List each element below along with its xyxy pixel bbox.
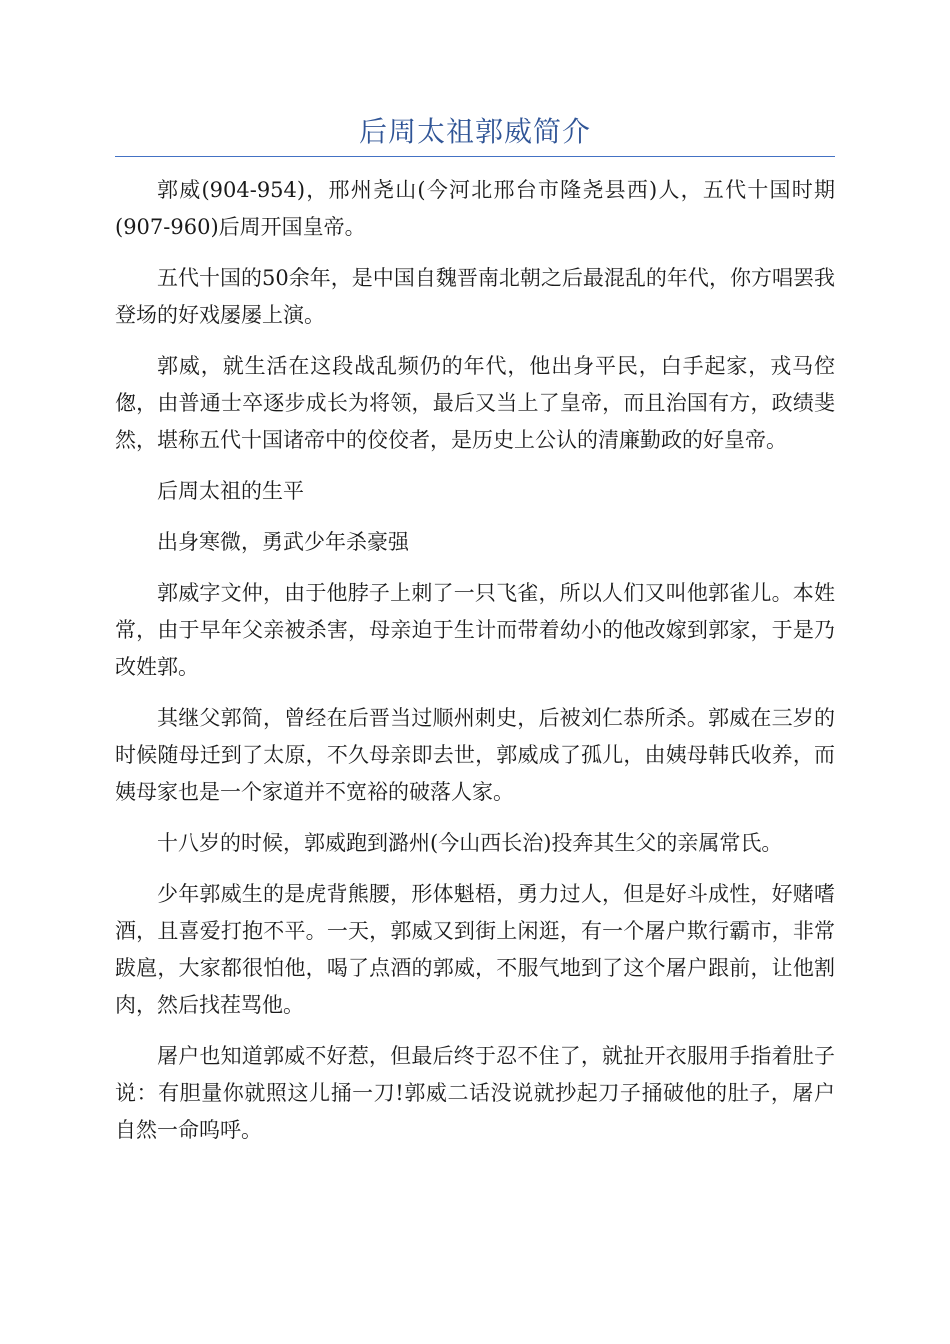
document-body bbox=[115, 172, 835, 1163]
subsection-heading-youth: 出身寒微，勇武少年杀豪强 bbox=[157, 530, 409, 554]
title-block bbox=[115, 110, 835, 157]
paragraph-age-eighteen: 十八岁的时候，郭威跑到潞州(今山西长治)投奔其生父的亲属常氏。 bbox=[157, 831, 783, 855]
paragraph-stepfather: 其继父郭简，曾经在后晋当过顺州刺史，后被刘仁恭所杀。郭威在三岁的时候随母迁到了太原，不久母亲即去世，郭威成了孤儿，由姨母韩氏收养，而姨母家也是一个家道并不宽裕的破落人家。 bbox=[115, 706, 835, 804]
paragraph-name-origin: 郭威字文仲，由于他脖子上刺了一只飞雀，所以人们又叫他郭雀儿。本姓常，由于早年父亲被杀害，母亲迫于生计而带着幼小的他改嫁到郭家，于是乃改姓郭。 bbox=[115, 581, 835, 679]
paragraph-intro: 郭威(904-954)，邢州尧山(今河北邢台市隆尧县西)人，五代十国时期(907-960)后周开国皇帝。 bbox=[115, 178, 835, 239]
paragraph-era: 五代十国的50余年，是中国自魏晋南北朝之后最混乱的年代，你方唱罢我登场的好戏屡屡上演。 bbox=[115, 266, 835, 327]
paragraph-butcher: 屠户也知道郭威不好惹，但最后终于忍不住了，就扯开衣服用手指着肚子说：有胆量你就照这儿捅一刀!郭威二话没说就抄起刀子捅破他的肚子，屠户自然一命呜呼。 bbox=[115, 1044, 835, 1142]
paragraph-youth-character: 少年郭威生的是虎背熊腰，形体魁梧，勇力过人，但是好斗成性，好赌嗜酒，且喜爱打抱不平。一天，郭威又到街上闲逛，有一个屠户欺行霸市，非常跋扈，大家都很怕他，喝了点酒的郭威，不服气地到了这个屠户跟前，让他割肉，然后找茬骂他。 bbox=[115, 882, 835, 1017]
section-heading-biography: 后周太祖的生平 bbox=[157, 479, 304, 503]
page-title: 后周太祖郭威简介 bbox=[358, 115, 591, 148]
paragraph-life: 郭威，就生活在这段战乱频仍的年代，他出身平民，白手起家，戎马倥偬，由普通士卒逐步成长为将领，最后又当上了皇帝，而且治国有方，政绩斐然，堪称五代十国诸帝中的佼佼者，是历史上公认的清廉勤政的好皇帝。 bbox=[115, 354, 835, 452]
